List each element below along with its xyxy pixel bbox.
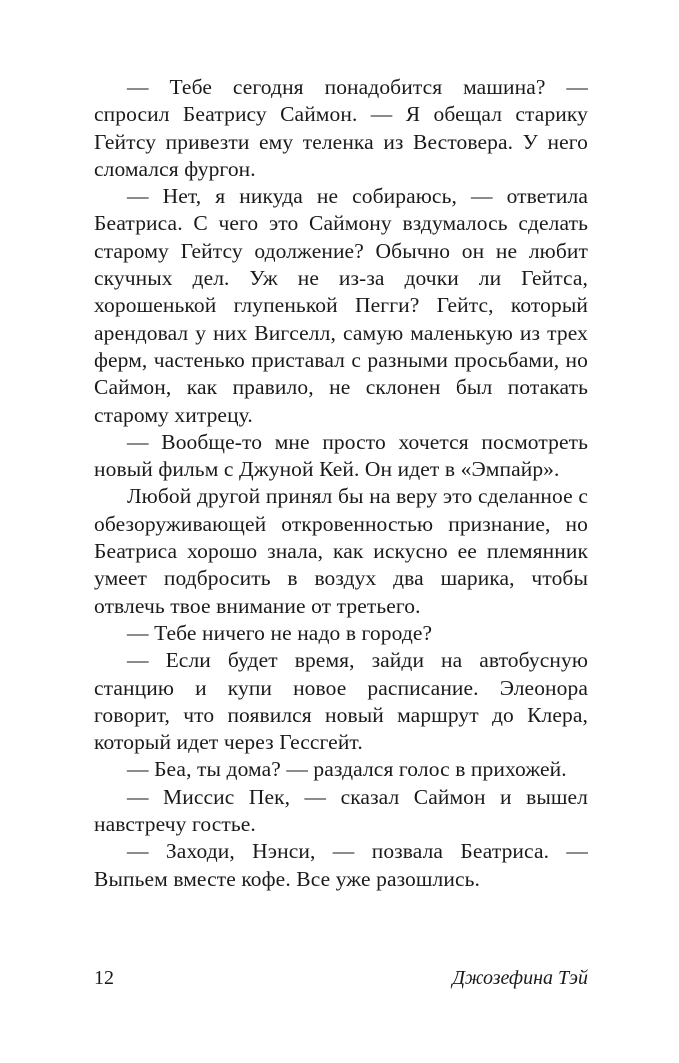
running-author: Джозефина Тэй bbox=[452, 967, 588, 989]
paragraph: — Тебе сегодня понадобится машина? — спросил Беатрису Саймон. — Я обещал старику Гейтсу привезти ему теленка из Вестовера. У него сломался фургон. bbox=[94, 75, 588, 181]
page-body bbox=[94, 74, 588, 893]
paragraph: — Миссис Пек, — сказал Саймон и вышел навстречу гостье. bbox=[94, 784, 588, 837]
paragraph: — Заходи, Нэнси, — позвала Беатриса. — Выпьем вместе кофе. Все уже разошлись. bbox=[94, 839, 588, 891]
page-number: 12 bbox=[94, 967, 114, 989]
paragraph: — Нет, я никуда не собираюсь, — ответила Беатриса. С чего это Саймону вздумалось сделать старому Гейтсу одолжение? Обычно он не любит скучных дел. Уж не из-за дочки ли Гейтса, хорошенькой глупенькой Пегги? Гейтс, который арендовал у них Вигселл, самую маленькую из трех ферм, частенько приставал с разными просьбами, но Саймон, как правило, не склонен был потакать старому хитрецу. bbox=[94, 184, 588, 427]
paragraph: — Тебе ничего не надо в городе? bbox=[127, 620, 433, 645]
paragraph: Любой другой принял бы на веру это сделанное с обезоруживающей откровенностью признание, но Беатриса хорошо знала, как искусно ее племянник умеет подбросить в воздух два шарика, чтобы отвлечь твое внимание от третьего. bbox=[94, 484, 588, 618]
page-footer bbox=[94, 966, 588, 990]
paragraph: — Если будет время, зайди на автобусную станцию и купи новое расписание. Элеонора говорит, что появился новый маршрут до Клера, который идет через Гессгейт. bbox=[94, 648, 588, 755]
paragraph: — Беа, ты дома? — раздался голос в прихожей. bbox=[127, 757, 567, 782]
paragraph: — Вообще-то мне просто хочется посмотреть новый фильм с Джуной Кей. Он идет в «Эмпайр». bbox=[94, 429, 588, 482]
